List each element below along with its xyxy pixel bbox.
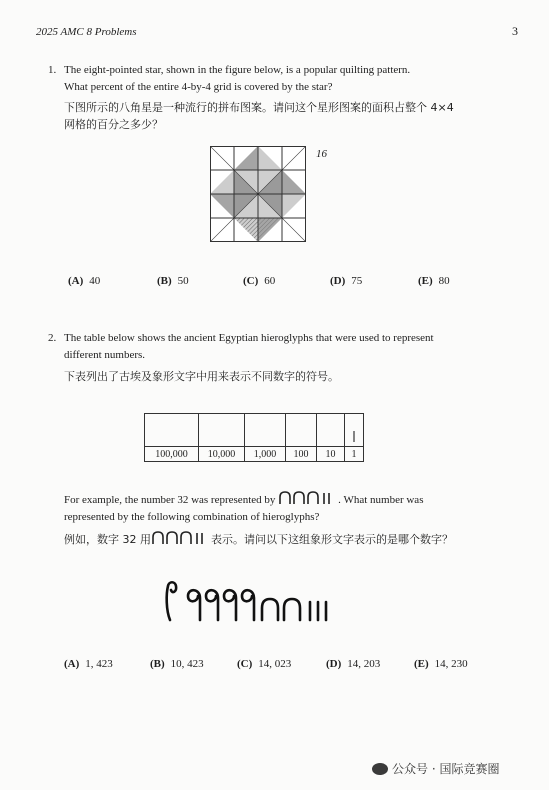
problem-2-text-en-2: different numbers. [64, 349, 146, 361]
problem-1-choice-e[interactable]: (E) 80 [418, 275, 450, 287]
table-value: 1,000 [245, 447, 286, 462]
watermark: 公众号 · 国际竞赛圈 [372, 760, 499, 777]
hieroglyph-combination-figure [160, 578, 340, 624]
table-value: 10,000 [199, 447, 245, 462]
problem-1-text-zh-2: 网格的百分之多少？ [64, 118, 163, 131]
problem-2-text-zh-1: 下表列出了古埃及象形文字中用来表示不同数字的符号。 [64, 370, 339, 383]
handwritten-annotation: 16 [316, 148, 327, 160]
table-value: 1 [345, 447, 364, 462]
hieroglyph-cell-10000 [199, 414, 245, 447]
hieroglyph-table [144, 413, 364, 462]
problem-2-example-en-2: represented by the following combination of hieroglyphs? [64, 511, 320, 523]
problem-1-text-zh-1: 下图所示的八角星是一种流行的拼布图案。请问这个星形图案的面积占整个 4×4 [64, 101, 454, 114]
problem-1-text-en-1: The eight-pointed star, shown in the figure below, is a popular quilting pattern. [64, 64, 411, 76]
table-value: 100 [286, 447, 317, 462]
problem-1-choice-d[interactable]: (D) 75 [330, 275, 363, 287]
problem-2-number: 2. [48, 332, 57, 344]
problem-1-choice-b[interactable]: (B) 50 [157, 275, 189, 287]
problem-1-choice-c[interactable]: (C) 60 [243, 275, 276, 287]
problem-1-text-en-2: What percent of the entire 4-by-4 grid is covered by the star? [64, 81, 333, 93]
table-value: 10 [317, 447, 345, 462]
wechat-icon [372, 763, 388, 775]
problem-1-number: 1. [48, 64, 57, 76]
problem-1-choice-a[interactable]: (A) 40 [68, 275, 101, 287]
page-header-title: 2025 AMC 8 Problems [36, 26, 137, 38]
problem-2-choice-b[interactable]: (B) 10, 423 [150, 658, 204, 670]
stroke-glyph [351, 429, 357, 443]
problem-2-choice-d[interactable]: (D) 14, 203 [326, 658, 381, 670]
hieroglyph-cell-1 [345, 414, 364, 447]
star-quilt-figure [210, 146, 306, 242]
problem-2-example-zh: 例如，数字 32 用 表示。请问以下这组象形文字表示的是哪个数字？ [64, 533, 453, 546]
problem-2-choice-e[interactable]: (E) 14, 230 [414, 658, 468, 670]
hieroglyph-32-inline [278, 491, 338, 505]
problem-2-example-en-1: For example, the number 32 was represented by . What number was [64, 491, 423, 509]
page-number: 3 [512, 24, 518, 38]
hieroglyph-cell-100 [286, 414, 317, 447]
hieroglyph-cell-10 [317, 414, 345, 447]
hieroglyph-32-inline-zh [151, 531, 211, 545]
hieroglyph-cell-100000 [145, 414, 199, 447]
problem-2-choice-a[interactable]: (A) 1, 423 [64, 658, 113, 670]
problem-2-text-en-1: The table below shows the ancient Egyptian hieroglyphs that were used to represent [64, 332, 434, 344]
problem-2-choice-c[interactable]: (C) 14, 023 [237, 658, 292, 670]
hieroglyph-cell-1000 [245, 414, 286, 447]
table-value: 100,000 [145, 447, 199, 462]
